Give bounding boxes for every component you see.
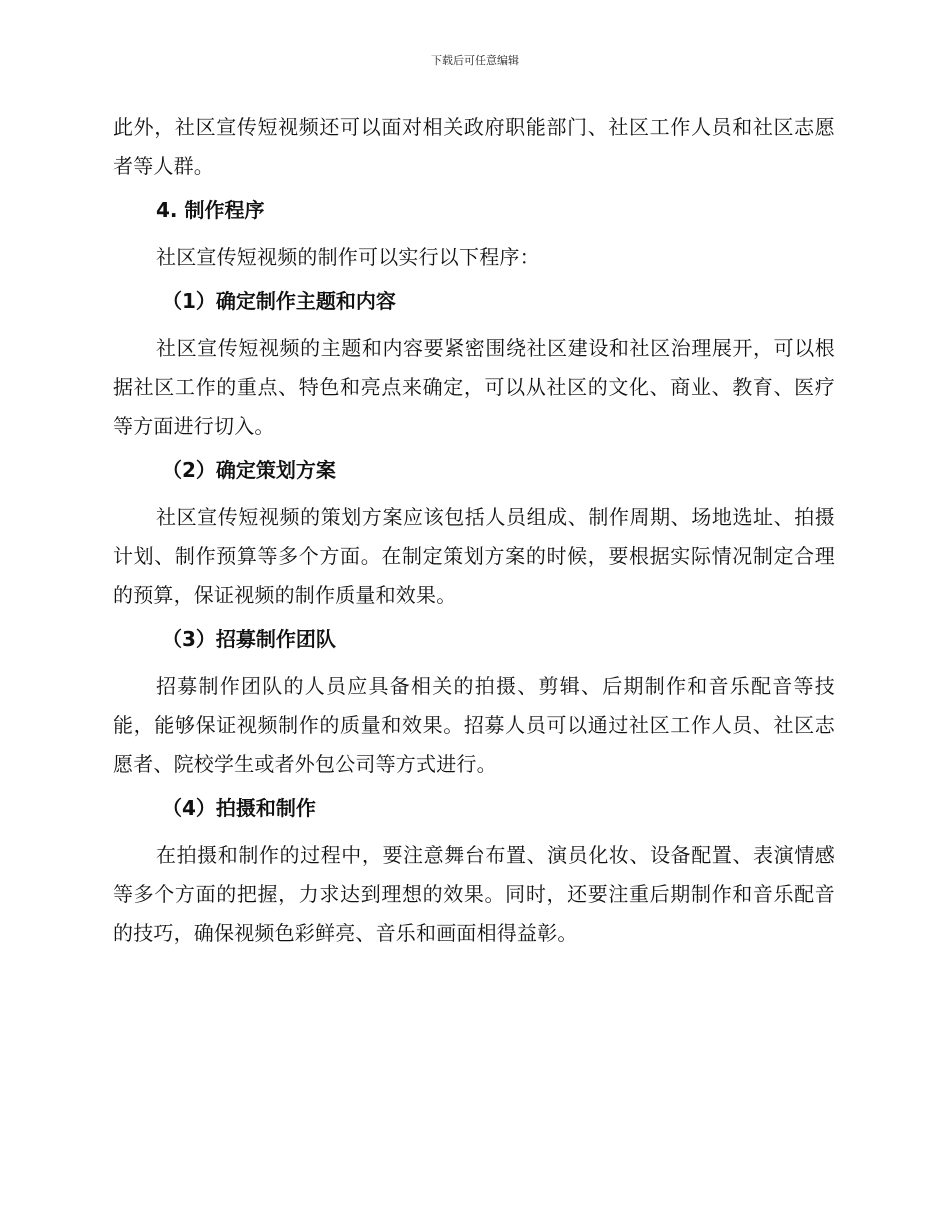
- page-header: 下载后可任意编辑: [431, 54, 519, 67]
- intro-paragraph: 此外，社区宣传短视频还可以面对相关政府职能部门、社区工作人员和社区志愿者等人群。: [113, 115, 835, 178]
- step-heading-4: （4）拍摄和制作: [162, 796, 316, 820]
- step-paragraph-2: 社区宣传短视频的策划方案应该包括人员组成、制作周期、场地选址、拍摄计划、制作预算等多个方面。在制定策划方案的时候，要根据实际情况制定合理的预算，保证视频的制作质量和效果。: [113, 505, 835, 607]
- step-paragraph-3: 招募制作团队的人员应具备相关的拍摄、剪辑、后期制作和音乐配音等技能，能够保证视频制作的质量和效果。招募人员可以通过社区工作人员、社区志愿者、院校学生或者外包公司等方式进行。: [113, 674, 835, 776]
- step-paragraph-4: 在拍摄和制作的过程中，要注意舞台布置、演员化妆、设备配置、表演情感等多个方面的把握，力求达到理想的效果。同时，还要注重后期制作和音乐配音的技巧，确保视频色彩鲜亮、音乐和画面相得益彰。: [113, 843, 835, 945]
- document-body: [113, 108, 835, 961]
- step-heading-2: （2）确定策划方案: [162, 458, 336, 482]
- section-lead-paragraph: 社区宣传短视频的制作可以实行以下程序：: [156, 245, 540, 269]
- step-heading-3: （3）招募制作团队: [162, 627, 336, 651]
- section-heading-production-procedure: 4. 制作程序: [156, 198, 265, 222]
- step-heading-1: （1）确定制作主题和内容: [162, 289, 396, 313]
- step-paragraph-1: 社区宣传短视频的主题和内容要紧密围绕社区建设和社区治理展开，可以根据社区工作的重点、特色和亮点来确定，可以从社区的文化、商业、教育、医疗等方面进行切入。: [113, 336, 835, 438]
